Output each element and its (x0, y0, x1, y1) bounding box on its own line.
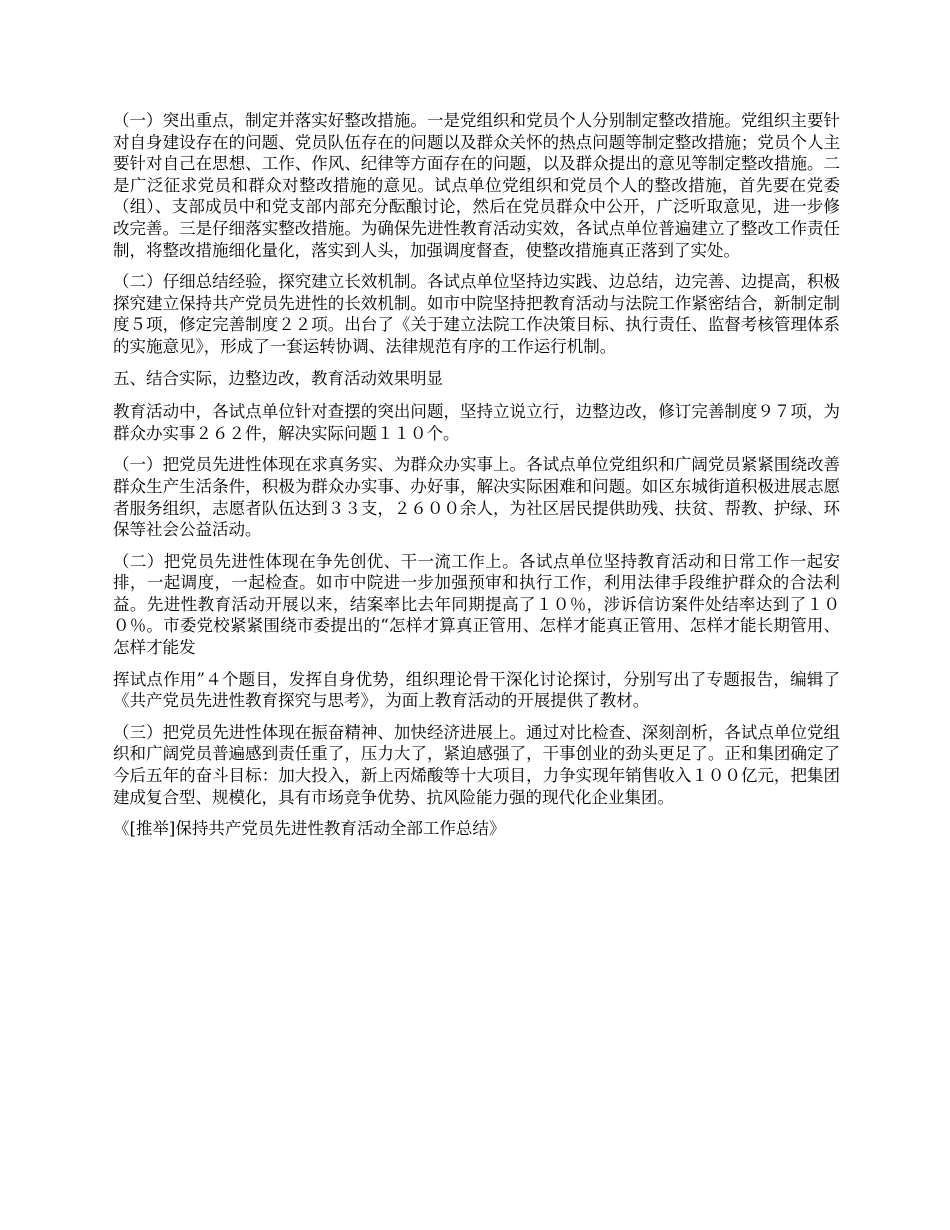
paragraph-long-term-mechanism: （二）仔细总结经验，探究建立长效机制。各试点单位坚持边实践、边总结，边完善、边提高，积极探究建立保持共产党员先进性的长效机制。如市中院坚持把教育活动与法院工作紧密结合，新制定制度５项，修定完善制度２２项。出台了《关于建立法院工作决策目标、执行责任、监督考核管理体系的实施意见》，形成了一套运转协调、法律规范有序的工作运行机制。 (113, 272, 840, 356)
document-title-footer: 《[推举]保持共产党员先进性教育活动全部工作总结》 (113, 819, 506, 839)
paragraph-economic-development: （三）把党员先进性体现在振奋精神、加快经济进展上。通过对比检查、深刻剖析，各试点单位党组织和广阔党员普遍感到责任重了，压力大了，紧迫感强了，干事创业的劲头更足了。正和集团确定了今后五年的奋斗目标：加大投入，新上丙烯酸等十大项目，力争实现年销售收入１００亿元，把集团建成复合型、规模化，具有市场竞争优势、抗风险能力强的现代化企业集团。 (113, 722, 840, 807)
paragraph-practical-service: （一）把党员先进性体现在求真务实、为群众办实事上。各试点单位党组织和广阔党员紧紧围绕改善群众生产生活条件，积极为群众办实事、办好事，解决实际困难和问题。如区东城街道积极进展志愿者服务组织，志愿者队伍达到３３支，２６００余人，为社区居民提供助残、扶贫、帮教、护绿、环保等社会公益活动。 (113, 455, 840, 540)
paragraph-rectification-measures: （一）突出重点，制定并落实好整改措施。一是党组织和党员个人分别制定整改措施。党组织主要针对自身建设存在的问题、党员队伍存在的问题以及群众关怀的热点问题等制定整改措施；党员个人主要针对自己在思想、工作、作风、纪律等方面存在的问题，以及群众提出的意见等制定整改措施。二是广泛征求党员和群众对整改措施的意见。试点单位党组织和党员个人的整改措施，首先要在党委（组）、支部成员中和党支部内部充分酝酿讨论，然后在党员群众中公开，广泛听取意见，进一步修改完善。三是仔细落实整改措施。为确保先进性教育活动实效，各试点单位普遍建立了整改工作责任制，将整改措施细化量化，落实到人头，加强调度督查，使整改措施真正落到了实处。 (113, 111, 840, 260)
paragraph-excellence-work: （二）把党员先进性体现在争先创优、干一流工作上。各试点单位坚持教育活动和日常工作一起安排，一起调度，一起检查。如市中院进一步加强预审和执行工作，利用法律手段维护群众的合法利益。先进性教育活动开展以来，结案率比去年同期提高了１０％，涉诉信访案件处结率达到了１００％。市委党校紧紧围绕市委提出的“怎样才算真正管用、怎样才能真正管用、怎样才能长期管用、怎样才能发 (113, 551, 840, 658)
paragraph-education-results: 教育活动中，各试点单位针对查摆的突出问题，坚持立说立行，边整边改，修订完善制度９７项，为群众办实事２６２件，解决实际问题１１０个。 (113, 402, 840, 443)
document-body (113, 110, 840, 850)
section-heading-five: 五、结合实际，边整边改，教育活动效果明显 (113, 368, 443, 388)
paragraph-party-school: 挥试点作用”４个题目，发挥自身优势，组织理论骨干深化讨论探讨，分别写出了专题报告，编辑了《共产党员先进性教育探究与思考》，为面上教育活动的开展提供了教材。 (113, 669, 840, 711)
